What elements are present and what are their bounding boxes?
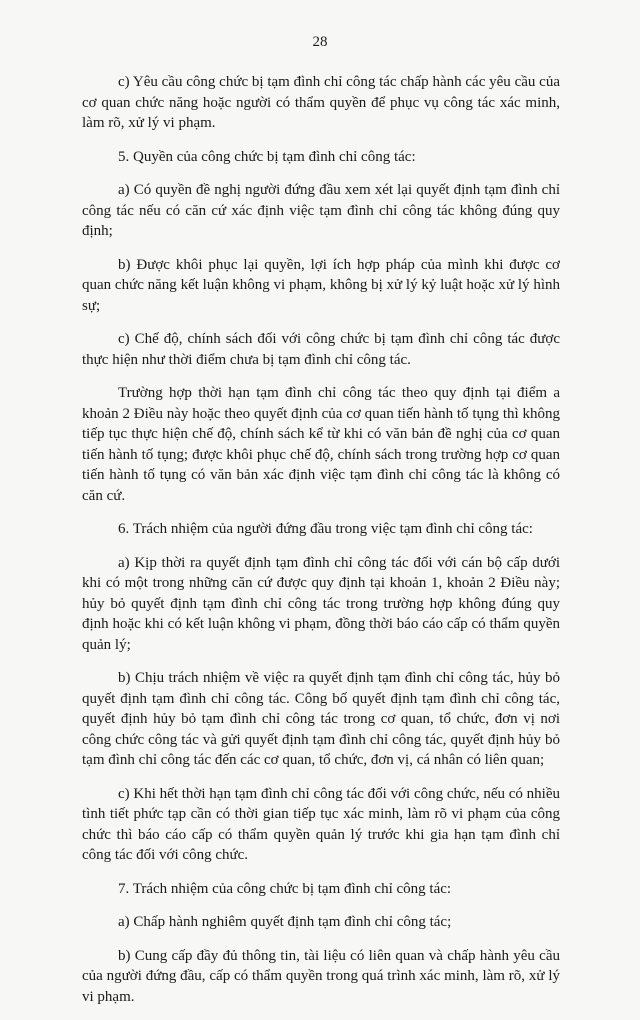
section-7-heading: 7. Trách nhiệm của công chức bị tạm đình chỉ công tác: [118, 880, 452, 897]
paragraph-5a: a) Có quyền đề nghị người đứng đầu xem xét lại quyết định tạm đình chỉ công tác nếu có căn cứ xác định việc tạm đình chỉ công tác không đúng quy định; [82, 182, 560, 239]
paragraph-3c-requirements: c) Yêu cầu công chức bị tạm đình chỉ công tác chấp hành các yêu cầu của cơ quan chức năng hoặc người có thẩm quyền để phục vụ công tác xác minh, làm rõ, xử lý vi phạm. [82, 74, 560, 131]
section-5-heading: 5. Quyền của công chức bị tạm đình chỉ công tác: [118, 148, 416, 165]
paragraph-5c: c) Chế độ, chính sách đối với công chức bị tạm đình chỉ công tác được thực hiện như thời điểm chưa bị tạm đình chỉ công tác. [82, 331, 560, 368]
section-6-heading: 6. Trách nhiệm của người đứng đầu trong việc tạm đình chỉ công tác: [118, 521, 533, 537]
paragraph-7a: a) Chấp hành nghiêm quyết định tạm đình chỉ công tác; [118, 914, 452, 930]
paragraph-5b: b) Được khôi phục lại quyền, lợi ích hợp pháp của mình khi được cơ quan chức năng kết luận không vi phạm, không bị xử lý kỷ luật hoặc xử lý hình sự; [82, 256, 560, 314]
paragraph-6b: b) Chịu trách nhiệm về việc ra quyết định tạm đình chỉ công tác, hủy bỏ quyết định tạm đình chỉ công tác. Công bố quyết định tạm đình chỉ công tác, quyết định hủy bỏ tạm đình chỉ công tác trong cơ quan, tổ chức, đơn vị nơi công chức công tác và gửi quyết định tạm đình chỉ công tác, quyết định hủy bỏ tạm đình chỉ công tác đến các cơ quan, tổ chức, đơn vị, cá nhân có liên quan; [82, 670, 560, 768]
paragraph-6a: a) Kịp thời ra quyết định tạm đình chỉ công tác đối với cán bộ cấp dưới khi có một trong những căn cứ được quy định tại khoản 1, khoản 2 Điều này; hủy bỏ quyết định tạm đình chỉ công tác trong trường hợp không đúng quy định hoặc khi có kết luận không vi phạm, đồng thời báo cáo cấp có thẩm quyền quản lý; [82, 554, 560, 653]
paragraph-7b: b) Cung cấp đầy đủ thông tin, tài liệu có liên quan và chấp hành yêu cầu của người đứng đầu, cấp có thẩm quyền trong quá trình xác minh, làm rõ, xử lý vi phạm. [82, 947, 560, 1005]
document-body [82, 72, 560, 1020]
paragraph-5-note: Trường hợp thời hạn tạm đình chỉ công tác theo quy định tại điểm a khoản 2 Điều này hoặc theo quyết định của cơ quan tiến hành tố tụng thì không tiếp tục thực hiện chế độ, chính sách kể từ khi có văn bản đề nghị của cơ quan tiến hành tố tụng; được khôi phục chế độ, chính sách trong trường hợp cơ quan tiến hành tố tụng có văn bản xác định việc tạm đình chỉ công tác là không có căn cứ. [82, 385, 560, 504]
paragraph-6c: c) Khi hết thời hạn tạm đình chỉ công tác đối với công chức, nếu có nhiều tình tiết phức tạp cần có thời gian tiếp tục xác minh, làm rõ vi phạm của công chức thì báo cáo cấp có thẩm quyền quản lý trước khi gia hạn tạm đình chỉ công tác đối với công chức. [82, 785, 560, 863]
page-number: 28 [312, 34, 328, 50]
